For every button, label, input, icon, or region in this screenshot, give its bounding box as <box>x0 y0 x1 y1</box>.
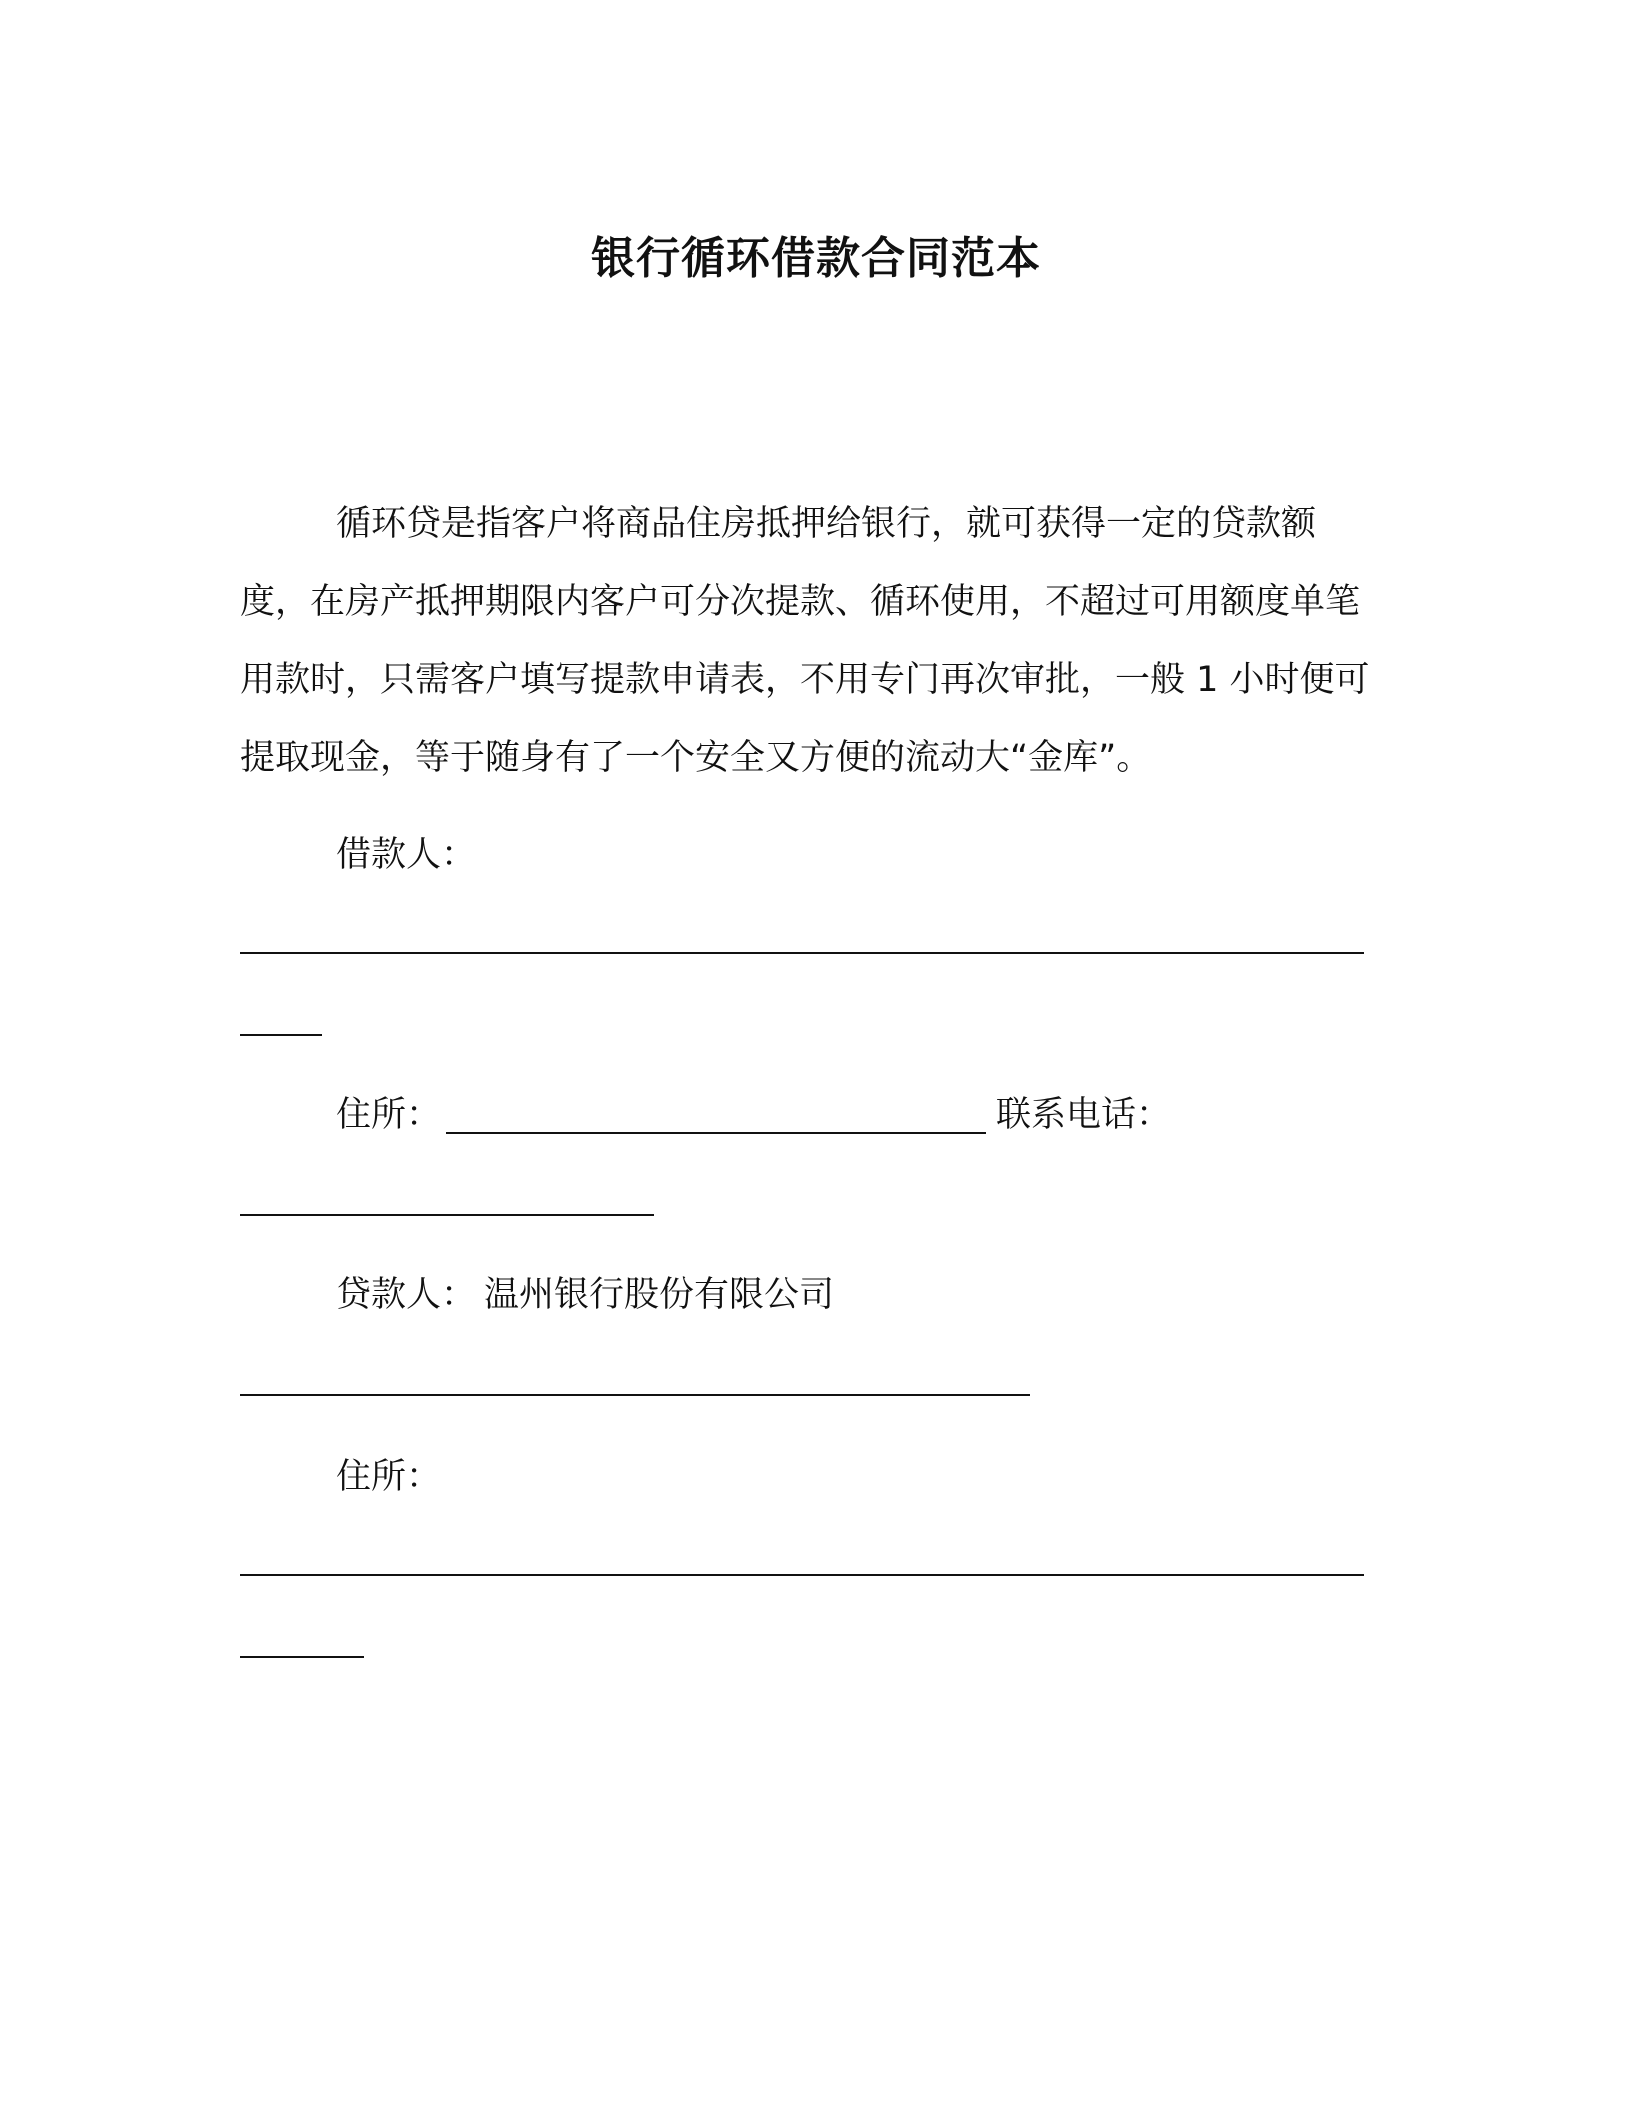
borrower-phone-label: 联系电话： <box>996 1095 1172 1135</box>
borrower-label: 借款人： <box>336 835 477 875</box>
borrower-blank-line <box>240 952 1364 954</box>
lender-address-blank-line <box>240 1574 1364 1576</box>
lender-address-label: 住所： <box>336 1457 442 1497</box>
lender-address-blank-line-cont <box>240 1656 364 1658</box>
lender-blank-line <box>240 1394 1030 1396</box>
borrower-blank-line-cont <box>240 1034 322 1036</box>
document-title: 银行循环借款合同范本 <box>591 233 1041 284</box>
borrower-address-blank <box>446 1132 986 1134</box>
borrower-phone-blank <box>240 1214 654 1216</box>
borrower-address-label: 住所： <box>336 1095 442 1135</box>
intro-paragraph: 循环贷是指客户将商品住房抵押给银行，就可获得一定的贷款额度，在房产抵押期限内客户可分次提款、循环使用，不超过可用额度单笔用款时，只需客户填写提款申请表，不用专门再次审批，一般 1 小时便可提取现金，等于随身有了一个安全又方便的流动大“金库”。 <box>240 504 1370 778</box>
lender-name: 温州银行股份有限公司 <box>484 1275 835 1315</box>
lender-label: 贷款人： <box>336 1275 477 1315</box>
